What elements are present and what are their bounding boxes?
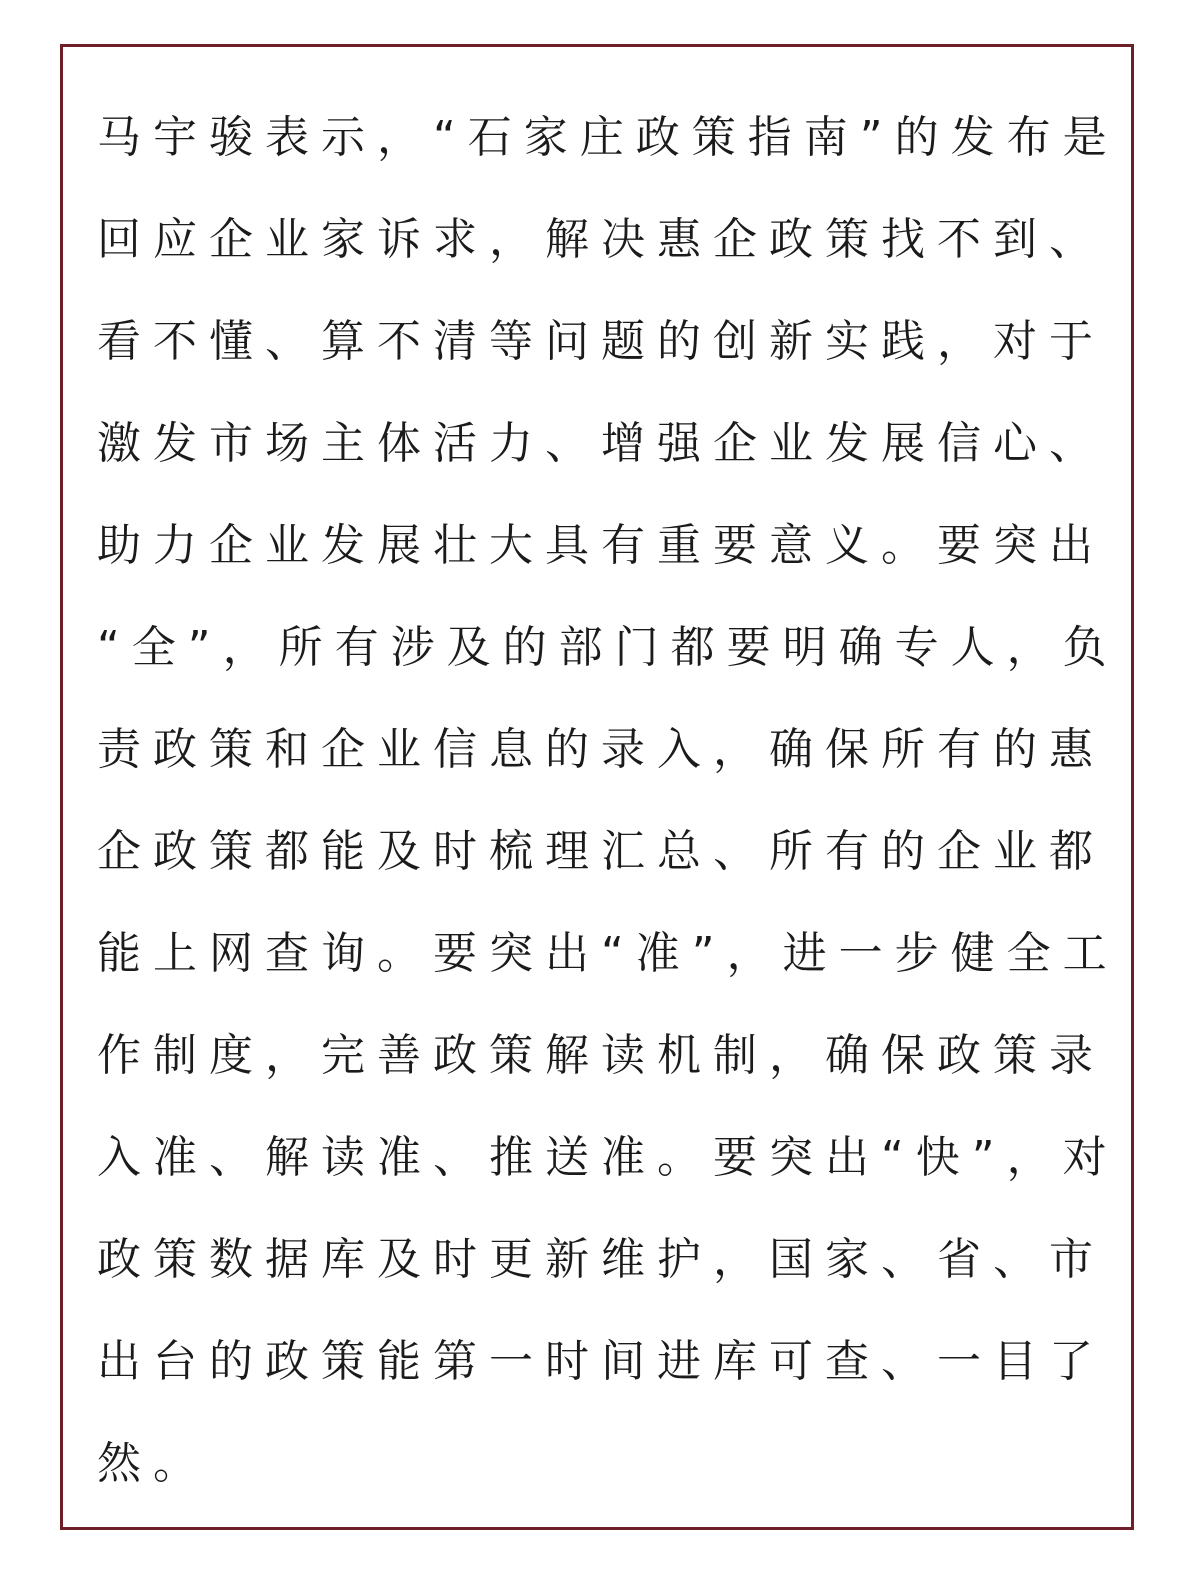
paragraph-line: 然。: [97, 1438, 209, 1489]
paragraph-line: 回应企业家诉求，解决惠企政策找不到、: [97, 214, 1105, 265]
paragraph-line: 入准、解读准、推送准。要突出“快”，对: [97, 1132, 1119, 1183]
paragraph-line: 看不懂、算不清等问题的创新实践，对于: [97, 316, 1105, 367]
paragraph-line: 助力企业发展壮大具有重要意义。要突出: [97, 520, 1105, 571]
paragraph-line: 激发市场主体活力、增强企业发展信心、: [97, 418, 1105, 469]
paragraph-line: 企政策都能及时梳理汇总、所有的企业都: [97, 826, 1105, 877]
paragraph-line: 政策数据库及时更新维护，国家、省、市: [97, 1234, 1105, 1285]
article-frame: [60, 44, 1134, 1530]
paragraph-line: “全”，所有涉及的部门都要明确专人，负: [97, 622, 1119, 673]
paragraph-line: 出台的政策能第一时间进库可查、一目了: [97, 1336, 1105, 1387]
paragraph-line: 责政策和企业信息的录入，确保所有的惠: [97, 724, 1105, 775]
article-paragraph: [97, 87, 1119, 1515]
paragraph-line: 作制度，完善政策解读机制，确保政策录: [97, 1030, 1105, 1081]
paragraph-line: 马宇骏表示，“石家庄政策指南”的发布是: [97, 112, 1119, 163]
paragraph-line: 能上网查询。要突出“准”，进一步健全工: [97, 928, 1119, 979]
